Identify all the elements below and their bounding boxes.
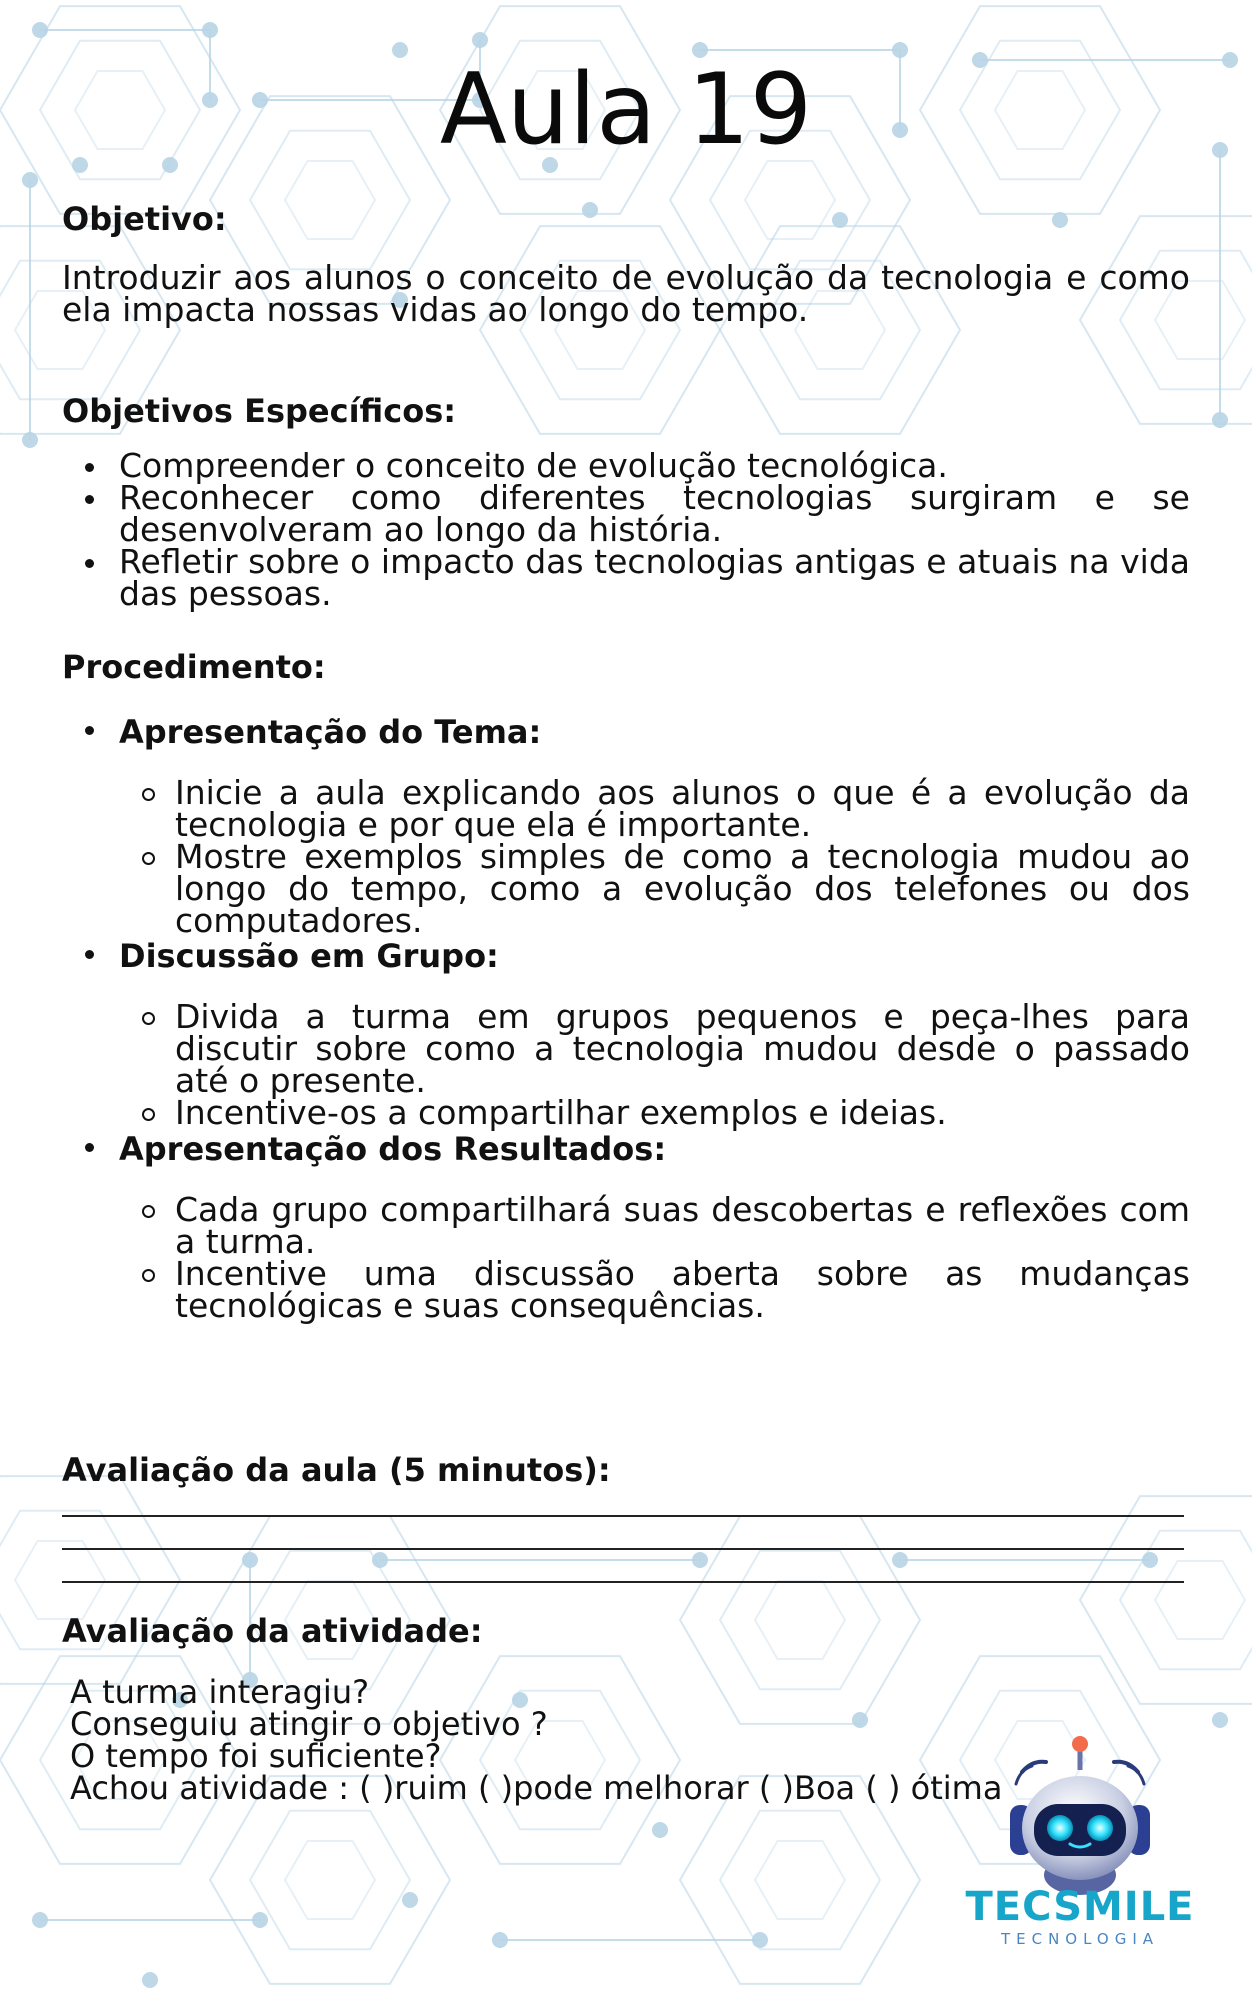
avaliacao-atividade-heading: Avaliação da atividade: [62, 1612, 483, 1650]
procedimento-item-apresentacao-resultados [62, 1130, 1190, 1325]
logo-name: TECSMILE [965, 1884, 1195, 1930]
list-item: Reconhecer como diferentes tecnologias surgiram e se desenvolveram ao longo da história. [62, 482, 1190, 546]
list-item: Refletir sobre o impacto das tecnologias antigas e atuais na vida das pessoas. [62, 546, 1190, 610]
list-item: Inicie a aula explicando aos alunos o que é a evolução da tecnologia e por que ela é importante. [62, 777, 1190, 841]
procedimento-subheading: Discussão em Grupo: [62, 937, 1190, 975]
objetivos-especificos-heading: Objetivos Específicos: [62, 392, 457, 430]
list-item: Mostre exemplos simples de como a tecnologia mudou ao longo do tempo, como a evolução dos telefones ou dos computadores. [62, 841, 1190, 937]
avaliacao-aula-heading: Avaliação da aula (5 minutos): [62, 1451, 611, 1489]
list-item: Cada grupo compartilhará suas descobertas e reflexões com a turma. [62, 1194, 1190, 1258]
objetivo-text: Introduzir aos alunos o conceito de evolução da tecnologia e como ela impacta nossas vidas ao longo do tempo. [62, 258, 1190, 329]
objetivos-especificos-section [62, 392, 1190, 613]
procedimento-heading: Procedimento: [62, 648, 326, 686]
procedimento-item-apresentacao-tema [62, 713, 1190, 940]
evaluation-question: Achou atividade : ( )ruim ( )pode melhorar ( )Boa ( ) ótima [70, 1769, 1003, 1807]
list-item: Incentive-os a compartilhar exemplos e ideias. [62, 1097, 1190, 1129]
objetivos-especificos-list [62, 446, 1190, 613]
page-title: Aula 19 [439, 53, 813, 167]
procedimento-subheading: Apresentação dos Resultados: [62, 1130, 1190, 1168]
answer-line [62, 1548, 1184, 1550]
answer-line [62, 1515, 1184, 1517]
procedimento-subheading: Apresentação do Tema: [62, 713, 1190, 751]
evaluation-question: A turma interagiu? [70, 1673, 370, 1711]
objetivo-heading: Objetivo: [62, 200, 227, 238]
procedimento-item-discussao-grupo [62, 937, 1190, 1132]
list-item: Compreender o conceito de evolução tecnológica. [62, 450, 1190, 482]
logo-subtitle: TECNOLOGIA [1000, 1930, 1160, 1948]
avaliacao-aula-section [62, 1451, 1190, 1489]
evaluation-question: O tempo foi suficiente? [70, 1737, 442, 1775]
list-item: Divida a turma em grupos pequenos e peça-lhes para discutir sobre como a tecnologia mudou desde o passado até o presente. [62, 1001, 1190, 1097]
answer-line [62, 1581, 1184, 1583]
procedimento-section [62, 648, 1190, 686]
objetivo-section [62, 200, 1190, 329]
list-item: Incentive uma discussão aberta sobre as mudanças tecnológicas e suas consequências. [62, 1258, 1190, 1322]
evaluation-question: Conseguiu atingir o objetivo ? [70, 1705, 548, 1743]
